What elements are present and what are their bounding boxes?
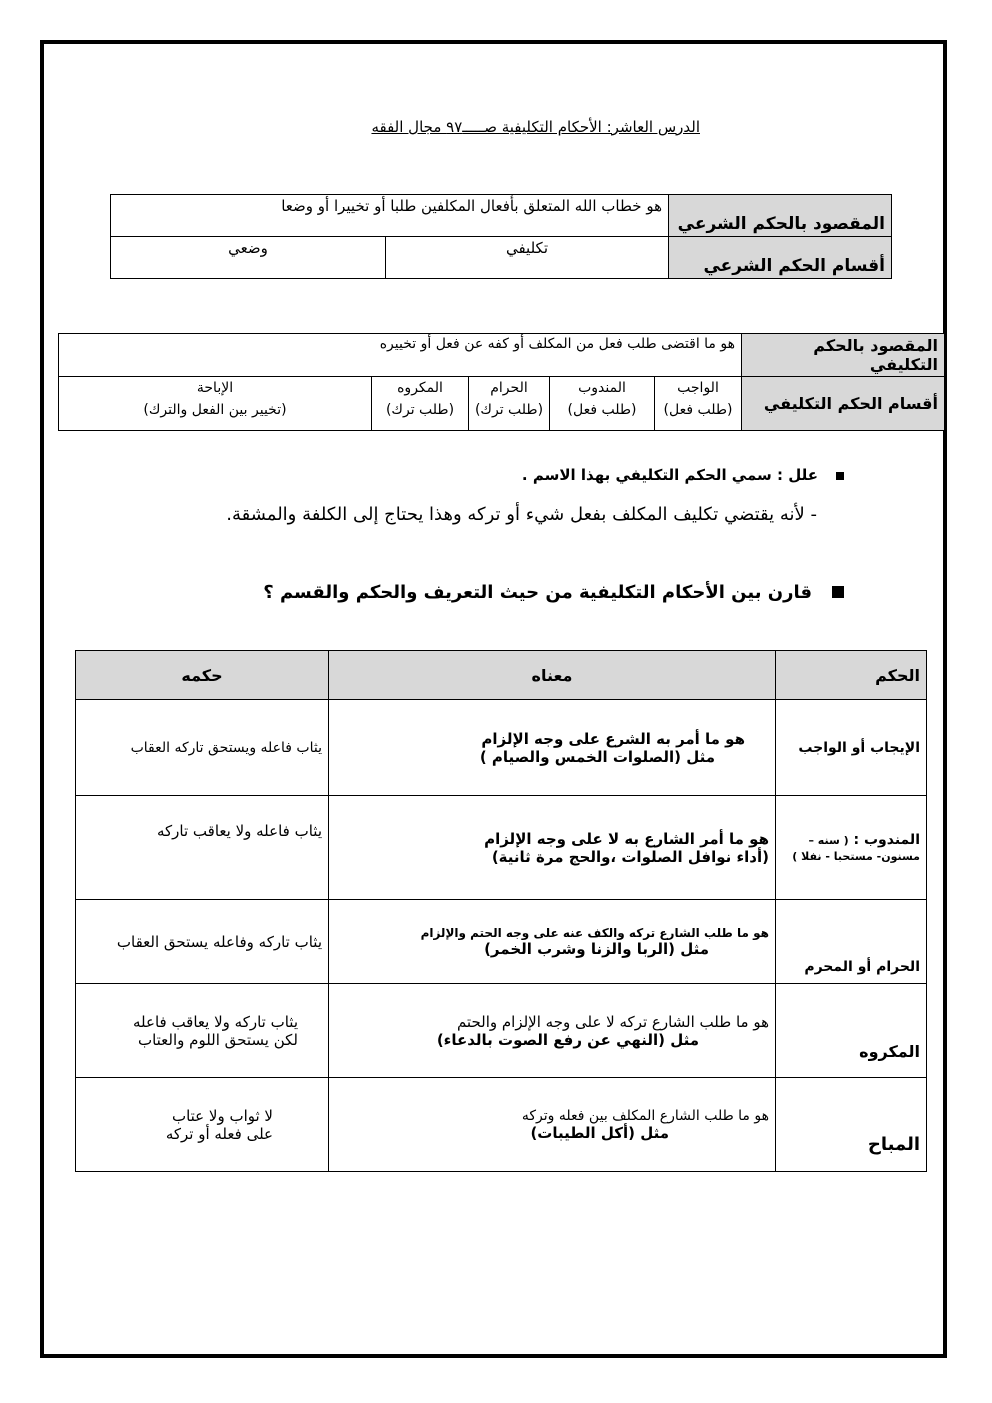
row-name-text: الإيجاب أو الواجب	[798, 739, 920, 756]
ruling-line-2: لكن يستحق اللوم والعتاب	[137, 1030, 298, 1049]
row-name-text: المباح	[867, 1134, 920, 1155]
type-wajib	[655, 377, 742, 431]
meaning-text: هو ما طلب الشارع تركه لا على وجه الإلزام والحتم	[456, 1012, 769, 1031]
meaning-text: هو ما طلب الشارع المكلف بين فعله وتركه	[521, 1107, 769, 1124]
question-reason	[522, 466, 844, 484]
header-meaning: معناه	[329, 651, 776, 700]
example-text: مثل (الصلوات الخمس والصيام )	[479, 747, 715, 766]
type-name: الحرام	[490, 380, 528, 396]
row-meaning	[329, 984, 776, 1078]
table-row	[76, 796, 927, 900]
reason-answer: - لأنه يقتضي تكليف المكلف بفعل شيء أو تركه وهذا يحتاج إلى الكلفة والمشقة.	[226, 504, 817, 525]
type-mandub	[550, 377, 655, 431]
taklifi-types-label: أقسام الحكم التكليفي	[742, 377, 945, 431]
legal-ruling-type-wadii: وضعي	[111, 237, 386, 279]
legal-ruling-table	[110, 194, 892, 279]
example-text: مثل (الربا والزنا وشرب الخمر)	[484, 939, 709, 958]
type-haram	[469, 377, 550, 431]
type-name: الواجب	[677, 380, 719, 396]
ruling-line-1: لا ثواب ولا عتاب	[171, 1106, 273, 1125]
meaning-text: هو ما أمر به الشرع على وجه الإلزام	[481, 729, 745, 748]
table-row	[76, 700, 927, 796]
row-name-text: الحرام أو المحرم	[804, 959, 920, 975]
header-hukm: الحكم	[776, 651, 927, 700]
row-name	[776, 700, 927, 796]
type-name: المكروه	[397, 380, 443, 396]
type-makruh	[372, 377, 469, 431]
row-meaning	[329, 796, 776, 900]
square-bullet-icon	[832, 586, 844, 598]
taklifi-ruling-table	[58, 333, 945, 431]
ruling-line-1: يثاب تاركه ولا يعاقب فاعله	[132, 1012, 298, 1031]
meaning-text: هو ما أمر الشارع به لا على وجه الإلزام	[484, 829, 769, 848]
table-row	[76, 1078, 927, 1172]
table-row	[76, 900, 927, 984]
row-ruling	[76, 1078, 329, 1172]
row-name	[776, 984, 927, 1078]
row-meaning	[329, 1078, 776, 1172]
row-name-text: المندوب :	[853, 831, 920, 848]
example-text: (أداء نوافل الصلوات ،والحج مرة ثانية)	[491, 847, 769, 866]
row-name-text: المكروه	[859, 1042, 920, 1061]
row-ruling: يثاب تاركه وفاعله يستحق العقاب	[76, 900, 329, 984]
type-name: المندوب	[578, 380, 626, 396]
meaning-text: هو ما طلب الشارع تركه والكف عنه على وجه الحتم والإلزام	[420, 925, 769, 940]
example-text: مثل (النهي عن رفع الصوت بالدعاء)	[436, 1030, 699, 1049]
legal-ruling-type-taklifi: تكليفي	[386, 237, 669, 279]
row-name	[776, 796, 927, 900]
taklifi-definition: هو ما اقتضى طلب فعل من المكلف أو كفه عن فعل أو تخييره	[59, 334, 742, 377]
row-name-sub: ( سنه – مسنون- مستحبا - نفلا )	[792, 833, 920, 863]
row-ruling: يثاب فاعله ولا يعاقب تاركه	[76, 796, 329, 900]
row-ruling	[76, 984, 329, 1078]
question-compare-text: قارن بين الأحكام التكليفية من حيث التعريف والحكم والقسم ؟	[263, 582, 812, 603]
square-bullet-icon	[836, 472, 844, 480]
example-text: مثل (أكل الطيبات)	[530, 1123, 669, 1142]
type-desc: (طلب فعل)	[663, 402, 733, 418]
ruling-line-2: على فعله أو تركه	[165, 1124, 273, 1143]
legal-ruling-definition-label: المقصود بالحكم الشرعي	[669, 195, 892, 237]
row-name	[776, 900, 927, 984]
taklifi-definition-label: المقصود بالحكم التكليفي	[742, 334, 945, 377]
question-reason-text: علل : سمي الحكم التكليفي بهذا الاسم .	[521, 466, 818, 484]
lesson-title: الدرس العاشر: الأحكام التكليفية صـــــ٩٧ مجال الفقه	[371, 118, 700, 136]
comparison-table	[75, 650, 927, 1172]
row-meaning	[329, 900, 776, 984]
legal-ruling-definition: هو خطاب الله المتعلق بأفعال المكلفين طلبا أو تخييرا أو وضعا	[111, 195, 669, 237]
row-meaning	[329, 700, 776, 796]
type-ibaha	[59, 377, 372, 431]
type-desc: (طلب فعل)	[567, 402, 637, 418]
type-desc: (تخيير بين الفعل والترك)	[143, 402, 287, 418]
header-ruling: حكمه	[76, 651, 329, 700]
type-name: الإباحة	[196, 380, 234, 396]
question-compare	[263, 582, 844, 603]
row-ruling: يثاب فاعله ويستحق تاركه العقاب	[76, 700, 329, 796]
row-name	[776, 1078, 927, 1172]
type-desc: (طلب ترك)	[474, 402, 544, 418]
table-row	[76, 984, 927, 1078]
legal-ruling-types-label: أقسام الحكم الشرعي	[669, 237, 892, 279]
type-desc: (طلب ترك)	[385, 402, 455, 418]
